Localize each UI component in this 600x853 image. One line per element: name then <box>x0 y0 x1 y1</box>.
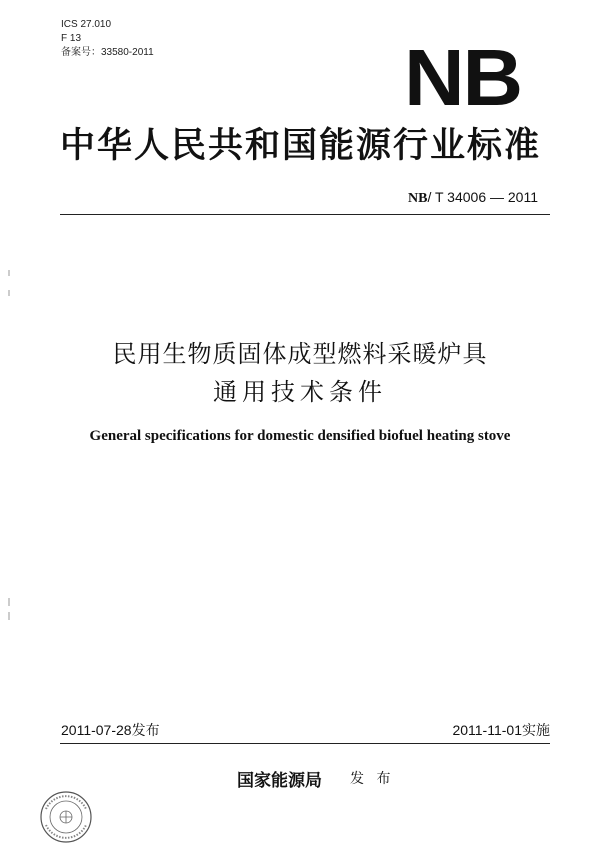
classification-block <box>61 18 154 60</box>
standard-type-title: 中华人民共和国能源行业标准 <box>60 125 542 166</box>
standard-code-prefix: NB <box>408 191 428 206</box>
title-english: General specifications for domestic densified biofuel heating stove <box>89 428 511 444</box>
publish-label: 发 布 <box>350 771 395 787</box>
bottom-divider <box>60 743 550 744</box>
publisher-stamp-icon <box>38 789 94 845</box>
scan-margin-marks <box>4 0 14 853</box>
top-divider <box>60 214 550 215</box>
record-number: 备案号：33580-2011 <box>61 47 154 58</box>
issuing-authority: 国家能源局 <box>237 771 322 791</box>
standard-code-number: / T 34006 — 2011 <box>427 189 538 205</box>
implementation-date: 2011-11-01实施 <box>452 722 550 738</box>
title-chinese-line-2: 通用技术条件 <box>213 378 387 406</box>
nb-logo: NB <box>404 33 522 122</box>
ccs-code: F 13 <box>61 33 82 44</box>
standard-code <box>408 188 538 208</box>
issue-date: 2011-07-28发布 <box>61 722 160 738</box>
title-chinese-line-1: 民用生物质固体成型燃料采暖炉具 <box>112 340 488 368</box>
ics-code: ICS 27.010 <box>61 19 112 30</box>
